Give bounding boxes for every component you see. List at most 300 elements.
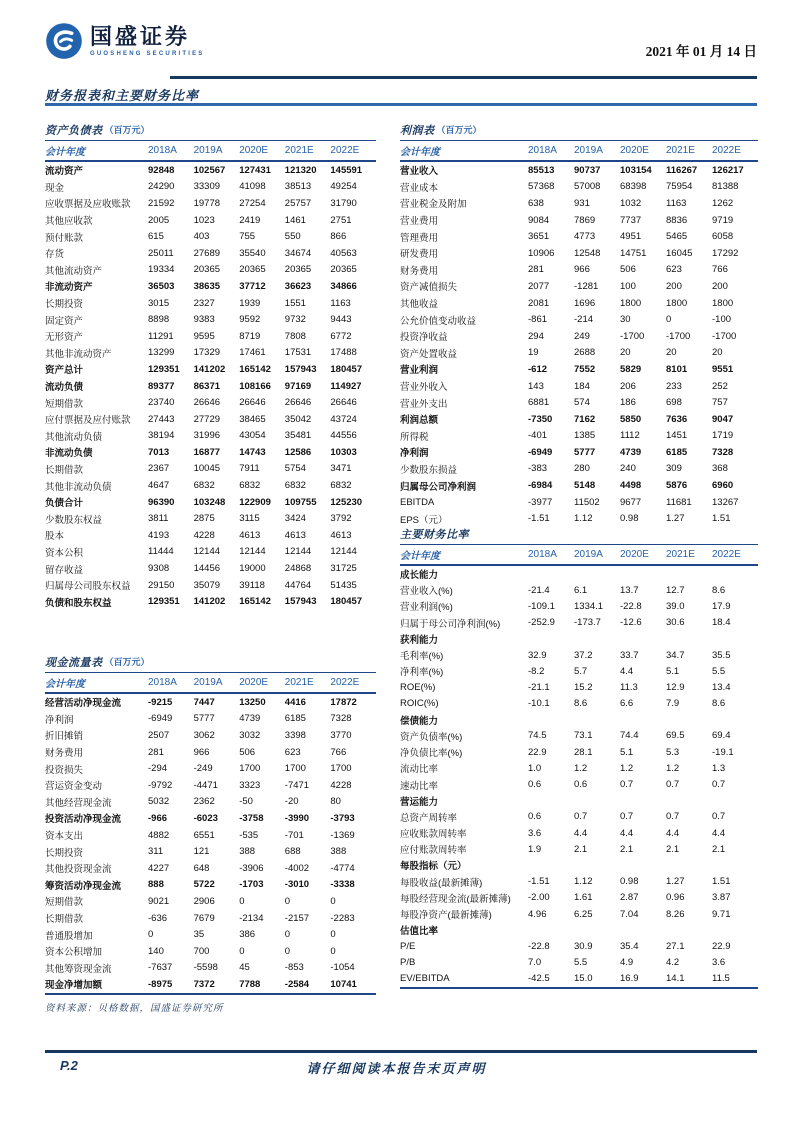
cell-value: -1700	[666, 330, 691, 342]
row-label: 负债合计	[45, 498, 84, 510]
year-column-header: 2020E	[239, 677, 269, 688]
table-row	[400, 510, 758, 527]
row-label: 应付票据及应付账款	[45, 415, 131, 427]
table-row	[400, 663, 758, 679]
cell-value: -249	[193, 763, 213, 775]
cell-value: -3990	[284, 812, 310, 824]
cell-value: 165142	[239, 363, 271, 375]
cell-value: 1696	[574, 297, 596, 309]
cell-value: 19334	[148, 264, 175, 276]
page-number: P.2	[60, 1058, 78, 1073]
table-row	[400, 890, 758, 906]
cell-value: 0.7	[712, 811, 726, 823]
cell-value: -636	[148, 912, 168, 924]
table-row	[45, 560, 376, 577]
table-row	[400, 857, 758, 873]
cell-value: 6185	[284, 713, 306, 725]
cell-value: 1032	[620, 197, 642, 209]
cell-value: 9443	[330, 314, 352, 326]
row-label: 营业外支出	[400, 398, 448, 410]
cell-value: 16045	[666, 247, 693, 259]
cell-value: 121320	[284, 164, 317, 176]
cell-value: 2005	[148, 214, 170, 226]
row-label: 营运能力	[400, 796, 439, 808]
cell-value: 9084	[528, 214, 550, 226]
row-label: 资产处置收益	[400, 348, 458, 360]
cell-value: 638	[528, 197, 544, 209]
row-label: 资产减值损失	[400, 282, 458, 294]
table-row	[45, 727, 376, 744]
cell-value: 28.1	[574, 746, 593, 758]
cell-value: 931	[574, 197, 590, 209]
cell-value: 86371	[193, 380, 221, 392]
cell-value: 7636	[666, 413, 688, 425]
cell-value: 85513	[528, 164, 555, 176]
table-row	[400, 461, 758, 478]
row-label: 营业成本	[400, 182, 439, 194]
income-statement-table	[400, 122, 758, 527]
cell-value: 4.9	[620, 957, 634, 969]
row-label: 资产总计	[45, 365, 84, 377]
cell-value: -612	[528, 363, 548, 375]
table-row	[400, 922, 758, 938]
cell-value: 2327	[193, 297, 215, 309]
cell-value: 7679	[193, 912, 215, 924]
cell-value: 0.96	[666, 892, 685, 904]
cell-value: 9021	[148, 895, 170, 907]
cell-value: 18.4	[712, 617, 731, 629]
table-row	[45, 295, 376, 312]
cell-value: 96390	[148, 496, 175, 508]
table-row	[45, 877, 376, 894]
cell-value: 25011	[148, 247, 174, 259]
cell-value: 108166	[239, 380, 271, 392]
table-row	[45, 960, 376, 977]
row-label: 管理费用	[400, 232, 439, 244]
cell-value: 280	[574, 463, 590, 475]
table-row	[400, 841, 758, 857]
row-label: 预付账款	[45, 232, 84, 244]
cell-value: 17329	[193, 347, 221, 359]
row-label: 资产负债率(%)	[400, 731, 463, 743]
report-date: 2021 年 01 月 14 日	[645, 44, 757, 59]
cell-value: 550	[284, 231, 301, 243]
cell-value: 13.7	[620, 584, 639, 596]
cell-value: 0	[148, 929, 154, 941]
cell-value: 1112	[620, 430, 640, 442]
cell-value: 11291	[148, 330, 174, 342]
year-column-header: 2020E	[239, 145, 269, 156]
cell-value: 7737	[620, 214, 642, 226]
cell-value: 5754	[284, 463, 306, 475]
cell-value: 35042	[284, 413, 312, 425]
cell-value: 27689	[193, 247, 221, 259]
row-label: 长期投资	[45, 847, 84, 859]
cell-value: 12.7	[666, 584, 685, 596]
cell-value: 34674	[284, 247, 312, 259]
cell-value: 4.4	[620, 827, 634, 839]
cell-value: 6.6	[620, 698, 634, 710]
cell-value: 6832	[239, 480, 261, 492]
cell-value: 11.5	[712, 973, 730, 985]
table-row	[400, 394, 758, 411]
cell-value: 309	[666, 463, 682, 475]
cell-value: 26646	[330, 397, 357, 409]
cell-value: 17872	[330, 696, 357, 708]
cell-value: 0	[330, 945, 336, 957]
cell-value: 36503	[148, 280, 175, 292]
cell-value: 368	[712, 463, 728, 475]
cell-value: 5148	[574, 480, 596, 492]
cell-value: -2283	[330, 912, 355, 924]
cell-value: -3758	[239, 812, 264, 824]
cell-value: 6832	[193, 480, 215, 492]
cell-value: 4.2	[666, 957, 680, 969]
table-header-row	[400, 141, 758, 162]
cell-value: 15.0	[574, 973, 593, 985]
row-label: 其他经营现金流	[45, 797, 112, 809]
year-column-header: 2021E	[666, 145, 695, 156]
cell-value: 1023	[193, 214, 215, 226]
table-row	[400, 615, 758, 631]
cell-value: 2419	[239, 214, 261, 226]
cell-value: 10045	[193, 463, 221, 475]
cell-value: 24290	[148, 181, 175, 193]
table-row	[400, 712, 758, 728]
cell-value: 51435	[330, 579, 357, 591]
table-row	[45, 428, 376, 445]
table-row	[45, 943, 376, 960]
cell-value: -2584	[284, 978, 310, 990]
cell-value: 4228	[193, 529, 215, 541]
cell-value: 35.5	[712, 649, 731, 661]
cell-value: 206	[620, 380, 636, 392]
cell-value: 9551	[712, 363, 734, 375]
cell-value: 26646	[284, 397, 312, 409]
cell-value: 5777	[574, 446, 596, 458]
row-label: 现金	[45, 182, 65, 194]
table-row	[45, 394, 376, 411]
cell-value: 200	[712, 280, 728, 292]
row-label: 长期投资	[45, 299, 84, 311]
cell-value: 157943	[284, 363, 317, 375]
row-label: 净负债比率(%)	[400, 748, 463, 760]
table-row	[45, 510, 376, 527]
cell-value: 1163	[666, 197, 687, 209]
cell-value: 1700	[284, 763, 306, 775]
cell-value: 126217	[712, 164, 744, 176]
table-row	[45, 544, 376, 561]
table-title-text: 现金流量表	[45, 657, 103, 669]
cell-value: 5829	[620, 363, 642, 375]
cell-value: -1054	[330, 962, 355, 974]
cell-value: 14751	[620, 247, 647, 259]
year-column-header: 2022E	[330, 677, 360, 688]
year-column-header: 2021E	[666, 549, 695, 560]
table-row	[45, 228, 376, 245]
cell-value: 233	[666, 380, 682, 392]
cell-value: 866	[330, 231, 347, 243]
cell-value: 3.87	[712, 892, 731, 904]
cell-value: 1.9	[528, 843, 542, 855]
cell-value: 5777	[193, 713, 215, 725]
row-label: 营业税金及附加	[400, 199, 467, 211]
cell-value: 157943	[284, 596, 317, 608]
cell-value: -2.00	[528, 892, 550, 904]
cell-value: 81388	[712, 181, 739, 193]
table-row	[400, 696, 758, 712]
table-row	[45, 262, 376, 279]
row-label: 研发费用	[400, 249, 439, 261]
cell-value: 5.1	[620, 746, 634, 758]
cell-value: 1551	[284, 297, 306, 309]
year-column-header: 2019A	[193, 677, 223, 688]
cell-value: 27.1	[666, 940, 685, 952]
cell-value: 184	[574, 380, 590, 392]
table-title	[400, 122, 758, 141]
row-label: 负债和股东权益	[45, 597, 112, 609]
cell-value: 180457	[330, 363, 363, 375]
cell-value: 109755	[284, 496, 317, 508]
row-label: 少数股东权益	[45, 514, 103, 526]
cell-value: 0.7	[666, 779, 680, 791]
cell-value: 3062	[193, 729, 215, 741]
cell-value: 20	[666, 347, 677, 359]
cell-value: -22.8	[528, 940, 550, 952]
table-row	[400, 776, 758, 792]
header-divider	[170, 76, 757, 79]
table-row	[45, 378, 376, 395]
cell-value: 129351	[148, 596, 180, 608]
table-row	[400, 874, 758, 890]
fiscal-year-header: 会计年度	[45, 679, 85, 690]
cell-value: 966	[574, 264, 590, 276]
row-label: 其他非流动资产	[45, 348, 112, 360]
cell-value: 1.51	[712, 876, 731, 888]
cell-value: 1.27	[666, 513, 685, 525]
cell-value: 12.9	[666, 681, 685, 693]
cell-value: -535	[239, 829, 259, 841]
cell-value: 39.0	[666, 600, 685, 612]
cell-value: 4.4	[620, 665, 634, 677]
cell-value: -12.6	[620, 617, 642, 629]
cell-value: 14743	[239, 446, 266, 458]
table-title-text: 资产负债表	[45, 125, 103, 137]
table-row	[45, 694, 376, 711]
cell-value: -8.2	[528, 665, 545, 677]
cell-value: 7328	[330, 713, 352, 725]
cell-value: 4613	[239, 529, 261, 541]
cell-value: 623	[666, 264, 682, 276]
cell-value: 200	[666, 280, 682, 292]
cell-value: 22.9	[528, 746, 547, 758]
cell-value: 3323	[239, 779, 261, 791]
table-row	[400, 728, 758, 744]
cell-value: -1700	[620, 330, 645, 342]
row-label: ROE(%)	[400, 681, 436, 693]
table-row	[45, 361, 376, 378]
cell-value: 294	[528, 330, 544, 342]
cell-value: 4882	[148, 829, 170, 841]
cell-value: 6832	[284, 480, 306, 492]
row-label: 少数股东损益	[400, 464, 458, 476]
row-label: 速动比率	[400, 780, 439, 792]
row-label: 财务费用	[400, 265, 439, 277]
row-label: 流动负债	[45, 382, 84, 394]
cell-value: 3115	[239, 513, 260, 525]
cell-value: 4416	[284, 696, 306, 708]
table-row	[400, 938, 758, 954]
cell-value: 35.4	[620, 940, 639, 952]
year-column-header: 2020E	[620, 549, 649, 560]
table-row	[45, 212, 376, 229]
year-column-header: 2021E	[284, 677, 314, 688]
row-label: EV/EBITDA	[400, 973, 450, 985]
row-label: 股本	[45, 531, 65, 543]
cell-value: 16877	[193, 446, 221, 458]
cell-value: -10.1	[528, 698, 550, 710]
cell-value: 1.2	[666, 762, 680, 774]
row-label: EBITDA	[400, 496, 435, 508]
cell-value: 186	[620, 397, 636, 409]
cell-value: 31996	[193, 430, 221, 442]
cell-value: 966	[193, 746, 210, 758]
cell-value: 0	[239, 895, 245, 907]
cell-value: 7.9	[666, 698, 680, 710]
cell-value: -21.4	[528, 584, 550, 596]
cell-value: 3015	[148, 297, 170, 309]
table-row	[400, 793, 758, 809]
cell-value: 2077	[528, 280, 550, 292]
table-row	[45, 810, 376, 827]
brand-name-en: GUOSHENG SECURITIES	[90, 51, 205, 57]
row-label: 普通股增加	[45, 930, 93, 942]
cell-value: 20365	[330, 264, 357, 276]
table-row	[400, 411, 758, 428]
table-row	[45, 411, 376, 428]
year-column-header: 2018A	[148, 677, 177, 688]
year-column-header: 2022E	[330, 145, 360, 156]
cell-value: 3.6	[712, 957, 726, 969]
cell-value: 1719	[712, 430, 734, 442]
cell-value: 2751	[330, 214, 352, 226]
cell-value: -3338	[330, 879, 355, 891]
cell-value: 114927	[330, 380, 362, 392]
cell-value: 249	[574, 330, 590, 342]
table-row	[45, 311, 376, 328]
year-column-header: 2022E	[712, 549, 741, 560]
cell-value: 10303	[330, 446, 357, 458]
table-row	[45, 345, 376, 362]
table-row	[45, 477, 376, 494]
cell-value: 80	[330, 796, 341, 808]
cell-value: 9.71	[712, 908, 731, 920]
cell-value: 43054	[239, 430, 266, 442]
cell-value: -2134	[239, 912, 264, 924]
cell-value: 6.1	[574, 584, 588, 596]
cell-value: 35540	[239, 247, 266, 259]
cell-value: 1451	[666, 430, 688, 442]
cell-value: 1.0	[528, 762, 542, 774]
row-label: 营业利润	[400, 365, 439, 377]
table-row	[400, 262, 758, 279]
table-row	[45, 843, 376, 860]
cell-value: 0	[666, 314, 672, 326]
table-row	[400, 311, 758, 328]
brand-text	[90, 25, 204, 57]
cell-value: 0.6	[528, 811, 542, 823]
row-label: 营业利润(%)	[400, 602, 453, 614]
cell-value: 1.2	[574, 762, 588, 774]
cell-value: 29150	[148, 579, 175, 591]
cell-value: 888	[148, 879, 164, 891]
table-row	[45, 760, 376, 777]
cell-value: 0.98	[620, 513, 639, 525]
cell-value: 6.25	[574, 908, 593, 920]
cell-value: 34866	[330, 280, 357, 292]
cell-value: 7869	[574, 214, 596, 226]
cell-value: 7447	[193, 696, 215, 708]
table-row	[45, 976, 376, 993]
cell-value: 0	[330, 929, 336, 941]
cell-value: -1369	[330, 829, 355, 841]
cell-value: 1334.1	[574, 600, 604, 612]
cell-value: 311	[148, 846, 164, 858]
row-label: 流动资产	[45, 166, 84, 178]
fiscal-year-header: 会计年度	[400, 551, 440, 562]
cell-value: 20365	[193, 264, 221, 276]
cell-value: -7350	[528, 413, 553, 425]
cell-value: 13.4	[712, 681, 731, 693]
fiscal-year-header: 会计年度	[400, 147, 440, 158]
cell-value: 27254	[239, 197, 266, 209]
row-label: 偿债能力	[400, 715, 439, 727]
cell-value: 4613	[284, 529, 306, 541]
cell-value: -6984	[528, 480, 553, 492]
cell-value: 757	[712, 397, 728, 409]
cell-value: 7552	[574, 363, 596, 375]
row-label: 营业收入	[400, 166, 439, 178]
table-row	[400, 955, 758, 971]
cell-value: 1.2	[620, 762, 634, 774]
cell-value: 2875	[193, 513, 215, 525]
cell-value: 3032	[239, 729, 261, 741]
row-label: 其他投资现金流	[45, 864, 112, 876]
table-row	[400, 444, 758, 461]
cell-value: 12586	[284, 446, 312, 458]
cell-value: 0.7	[666, 811, 680, 823]
balance-sheet-table	[45, 122, 376, 610]
row-label: ROIC(%)	[400, 698, 439, 710]
table-row	[45, 711, 376, 728]
cell-value: 125230	[330, 496, 363, 508]
cell-value: -9792	[148, 779, 173, 791]
cell-value: 143	[528, 380, 544, 392]
table-row	[45, 910, 376, 927]
footer-disclaimer: 请仔细阅读本报告末页声明	[306, 1061, 487, 1076]
cell-value: 9383	[193, 314, 215, 326]
cell-value: 5032	[148, 796, 170, 808]
table-header-row	[400, 545, 758, 566]
cell-value: 4647	[148, 480, 170, 492]
cell-value: 89377	[148, 380, 175, 392]
cell-value: 38513	[284, 181, 312, 193]
cell-value: 3811	[148, 513, 169, 525]
cell-value: 100	[620, 280, 636, 292]
cell-value: 7328	[712, 446, 734, 458]
cell-value: 32.9	[528, 649, 547, 661]
table-row	[45, 893, 376, 910]
